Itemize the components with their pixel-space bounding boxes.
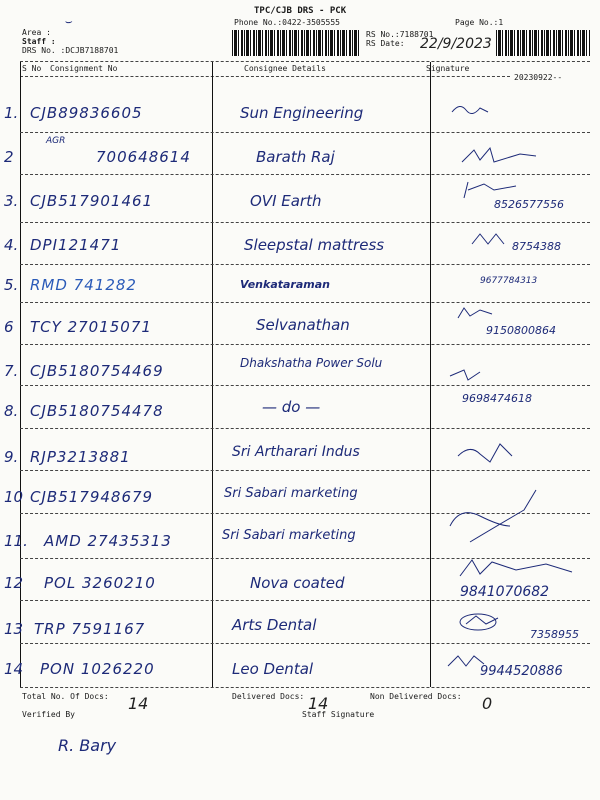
consignee-name: Arts Dental: [232, 616, 317, 634]
consignment-number: CJB517901461: [30, 192, 154, 210]
phone-handwritten: 9944520886: [480, 664, 563, 679]
consignee-name: Venkataraman: [240, 278, 330, 291]
document-title: TPC/CJB DRS - PCK: [254, 6, 347, 16]
consignee-name: Sri Sabari marketing: [222, 528, 356, 543]
row-number: 8.: [4, 402, 19, 420]
consignee-name: Selvanathan: [256, 316, 350, 334]
signature-scribble: [440, 486, 540, 552]
signature-scribble: [456, 556, 576, 580]
phone-handwritten: 9150800864: [486, 324, 556, 337]
consignment-number: CJB89836605: [30, 104, 143, 122]
signature-scribble: [456, 612, 516, 632]
phone-handwritten: 9841070682: [460, 584, 550, 600]
consignment-number: POL 3260210: [44, 574, 156, 592]
row-divider: [20, 302, 590, 303]
phone-handwritten: 9677784313: [480, 276, 538, 286]
phone-handwritten: 8754388: [512, 240, 561, 253]
consignment-number: DPI121471: [30, 236, 122, 254]
delivered-docs-value: 14: [308, 694, 329, 713]
row-number: 6: [4, 318, 14, 336]
row-divider: [20, 385, 590, 386]
consignee-name: Sri Sabari marketing: [224, 486, 358, 501]
consignment-number: RMD 741282: [30, 276, 137, 294]
consignee-name: Leo Dental: [232, 660, 314, 678]
column-border-right: [430, 62, 431, 687]
signature-scribble: [450, 102, 490, 116]
row-divider: [20, 132, 590, 133]
column-border-middle: [212, 62, 213, 687]
consignment-number: AMD 27435313: [44, 532, 172, 550]
row-number: 7.: [4, 362, 19, 380]
total-docs-value: 14: [128, 694, 149, 713]
consignment-prefix: AGR: [46, 136, 66, 146]
row-number: 1.: [4, 104, 19, 122]
row-divider: [20, 222, 590, 223]
non-delivered-docs-value: 0: [482, 694, 493, 713]
non-delivered-docs-label: Non Delivered Docs:: [370, 692, 462, 701]
row-divider: [20, 470, 590, 471]
rs-date-handwritten: 22/9/2023: [420, 36, 492, 52]
drs-number: DRS No. :DCJB7188701: [22, 46, 119, 55]
total-docs-label: Total No. Of Docs:: [22, 692, 109, 701]
phone-handwritten: 8526577556: [494, 198, 564, 211]
page-number: Page No.:1: [455, 18, 504, 27]
rs-number: RS No.:7188701: [366, 30, 434, 39]
consignment-number: CJB5180754469: [30, 362, 164, 380]
row-divider: [20, 600, 590, 601]
header-bottom-divider: [20, 76, 510, 77]
phone-number: Phone No.:0422-3505555: [234, 18, 340, 27]
signature-scribble: [448, 368, 488, 382]
row-divider: [20, 643, 590, 644]
row-number: 3.: [4, 192, 19, 210]
row-divider: [20, 174, 590, 175]
row-number: 2: [4, 148, 14, 166]
col-sno: S No: [22, 64, 42, 73]
date-stamp: 20230922--: [514, 73, 563, 82]
row-number: 5.: [4, 276, 19, 294]
consignee-name: Sleepstal mattress: [244, 236, 385, 254]
consignee-name: Dhakshatha Power Solu: [240, 356, 383, 370]
consignee-name: Sun Engineering: [240, 104, 364, 122]
consignment-number: CJB517948679: [30, 488, 154, 506]
row-number: 11.: [4, 532, 28, 550]
consignment-number: CJB5180754478: [30, 402, 164, 420]
row-divider: [20, 264, 590, 265]
barcode-rs: [496, 30, 590, 56]
staff-signature-label: Staff Signature: [302, 710, 375, 719]
barcode-drs: [232, 30, 360, 56]
consignee-name: Barath Raj: [256, 148, 335, 166]
row-number: 12: [4, 574, 24, 592]
consignment-number: RJP3213881: [30, 448, 131, 466]
row-divider: [20, 428, 590, 429]
consignment-number: PON 1026220: [40, 660, 155, 678]
consignment-number: TCY 27015071: [30, 318, 152, 336]
signature-scribble: [456, 440, 516, 466]
row-number: 4.: [4, 236, 19, 254]
row-divider: [20, 344, 590, 345]
col-consignment: Consignment No: [50, 64, 118, 73]
rs-date-label: RS Date:: [366, 39, 405, 48]
row-number: 14: [4, 660, 24, 678]
col-consignee: Consignee Details: [244, 64, 326, 73]
staff-label: Staff :: [22, 37, 56, 46]
area-label: Area :: [22, 28, 51, 37]
verified-by-label: Verified By: [22, 710, 75, 719]
signature-scribble: [460, 180, 520, 200]
verifier-signature: R. Bary: [58, 736, 117, 755]
consignment-number: TRP 7591167: [34, 620, 146, 638]
row-divider-bottom: [20, 687, 590, 688]
row-number: 13: [4, 620, 24, 638]
consignee-name: Nova coated: [250, 574, 345, 592]
delivered-docs-label: Delivered Docs:: [232, 692, 305, 701]
consignee-name: OVI Earth: [250, 192, 322, 210]
signature-scribble: [460, 146, 540, 166]
phone-handwritten: 7358955: [530, 628, 579, 641]
header-top-divider: [20, 61, 590, 62]
col-signature: Signature: [426, 64, 470, 73]
phone-handwritten: 9698474618: [462, 392, 532, 405]
consignee-name: Sri Artharari Indus: [232, 444, 360, 460]
signature-scribble: [456, 306, 496, 320]
consignment-number: 700648614: [96, 148, 191, 166]
signature-scribble: [470, 232, 510, 246]
check-mark-scribble: ⌣: [64, 14, 72, 28]
row-number: 10: [4, 488, 24, 506]
consignee-name: — do —: [262, 398, 321, 416]
row-number: 9.: [4, 448, 19, 466]
